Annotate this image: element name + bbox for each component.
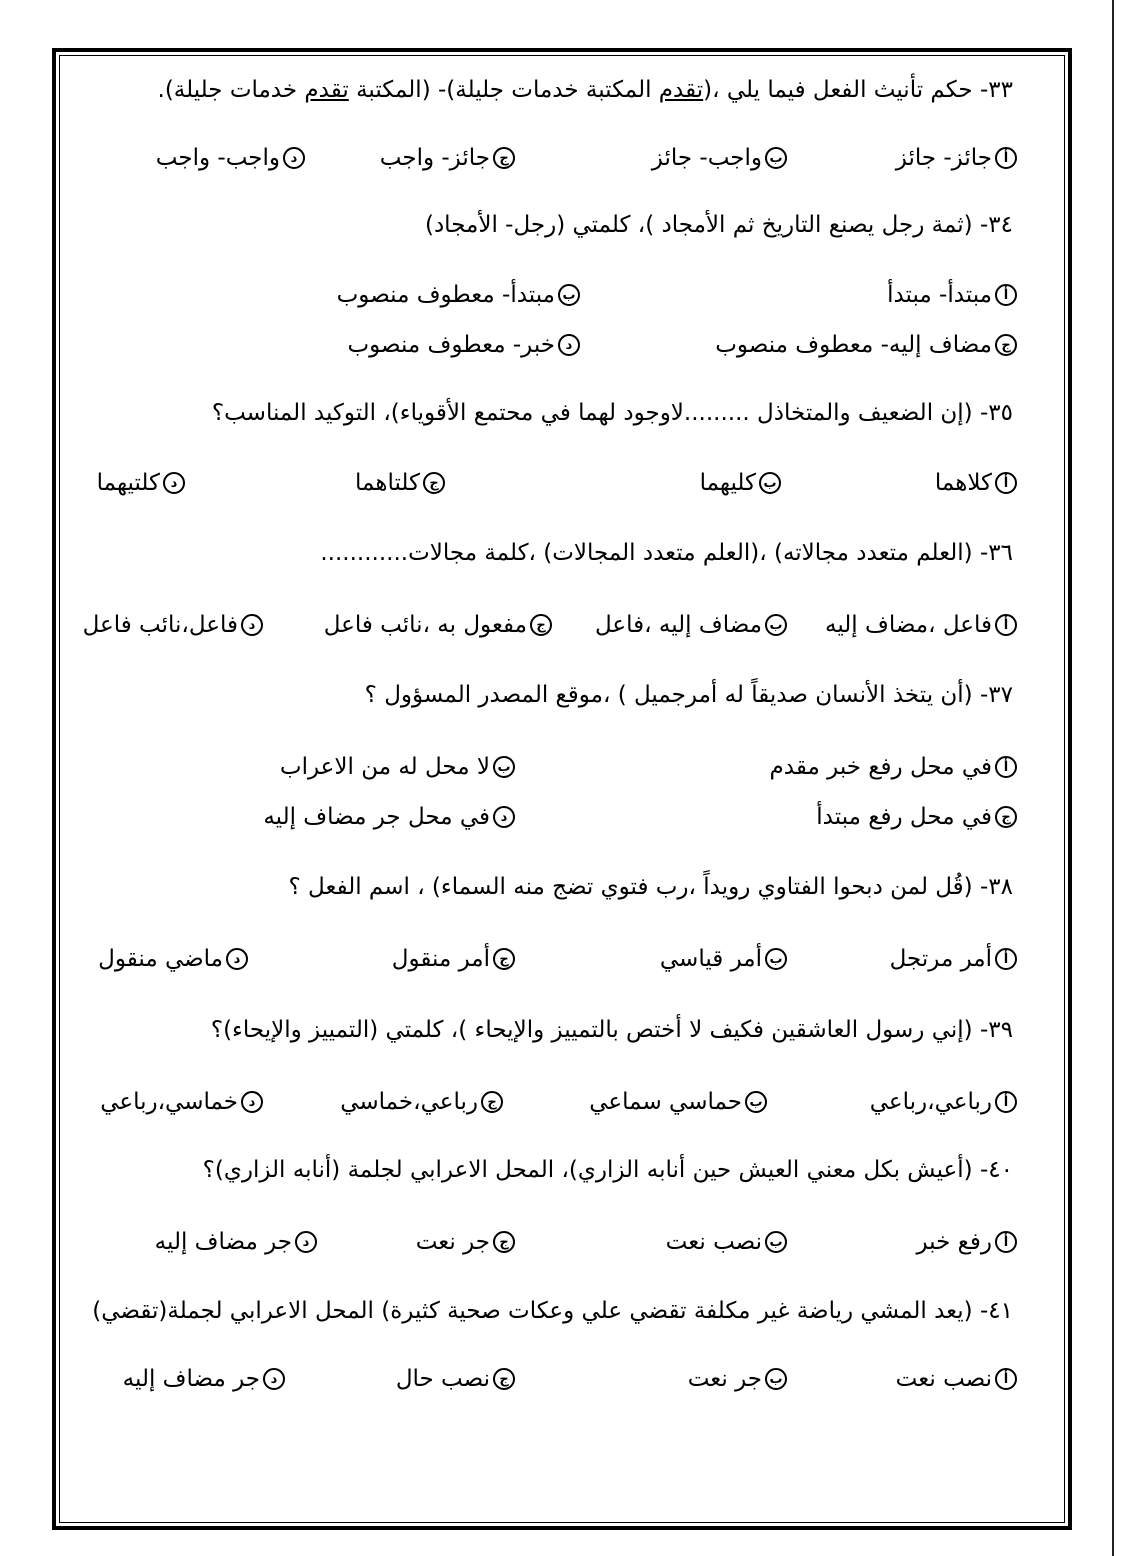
option-key-badge: ب <box>765 147 787 169</box>
option-key-badge: ج <box>995 334 1017 356</box>
option-label: أمر منقول <box>391 946 490 972</box>
question-39 <box>211 1015 1013 1045</box>
option-a[interactable] <box>896 1364 1017 1394</box>
option-key-badge: د <box>283 147 305 169</box>
option-key-badge: أ <box>995 1368 1017 1390</box>
question-number: ٣٧- <box>979 682 1013 708</box>
option-c[interactable] <box>715 330 1017 360</box>
option-d[interactable] <box>98 944 248 974</box>
question-number: ٣٨- <box>979 874 1013 900</box>
option-label: مضاف إليه ،فاعل <box>595 612 762 638</box>
question-text: (إن الضعيف والمتخاذل .........لاوجود لهما في محتمع الأقوياء)، التوكيد المناسب؟ <box>211 400 973 426</box>
option-d[interactable] <box>123 1364 285 1394</box>
option-label: حماسي سماعي <box>589 1089 742 1115</box>
option-a[interactable] <box>825 610 1017 640</box>
option-key-badge: د <box>263 1368 285 1390</box>
option-d[interactable] <box>83 610 263 640</box>
option-key-badge: ج <box>481 1091 503 1113</box>
option-label: فاعل،نائب فاعل <box>82 612 238 638</box>
underlined-verb: تقدم <box>658 77 704 103</box>
option-b[interactable] <box>595 610 787 640</box>
option-key-badge: أ <box>995 1231 1017 1253</box>
question-text-part: حكم تأنيث الفعل فيما يلي ،( <box>703 77 973 103</box>
question-41 <box>92 1296 1013 1326</box>
option-key-badge: أ <box>995 756 1017 778</box>
question-number: ٤١- <box>979 1298 1013 1324</box>
option-label: كلتاهما <box>355 470 420 496</box>
option-key-badge: د <box>295 1231 317 1253</box>
question-number: ٤٠- <box>979 1157 1013 1183</box>
option-key-badge: أ <box>995 614 1017 636</box>
question-37 <box>365 680 1013 710</box>
question-38 <box>289 872 1013 902</box>
option-key-badge: ج <box>995 806 1017 828</box>
option-label: أمر قياسي <box>659 946 762 972</box>
option-label: فاعل ،مضاف إليه <box>825 612 992 638</box>
option-b[interactable] <box>660 944 787 974</box>
option-key-badge: د <box>226 948 248 970</box>
option-c[interactable] <box>355 468 445 498</box>
option-label: في محل جر مضاف إليه <box>263 804 490 830</box>
option-key-badge: ب <box>745 1091 767 1113</box>
option-label: واجب- جائز <box>651 145 762 171</box>
option-b[interactable] <box>652 143 787 173</box>
option-label: مبتدأ- مبتدأ <box>887 282 992 308</box>
option-label: كلتيهما <box>96 470 160 496</box>
option-key-badge: ب <box>765 948 787 970</box>
option-a[interactable] <box>887 280 1017 310</box>
option-b[interactable] <box>700 468 781 498</box>
option-label: نصب نعت <box>895 1366 992 1392</box>
option-b[interactable] <box>589 1087 767 1117</box>
option-a[interactable] <box>896 143 1017 173</box>
option-d[interactable] <box>155 1227 317 1257</box>
option-key-badge: ب <box>765 1368 787 1390</box>
option-key-badge: ج <box>493 1231 515 1253</box>
option-key-badge: ب <box>558 284 580 306</box>
question-number: ٣٩- <box>979 1017 1013 1043</box>
option-label: نصب حال <box>395 1366 490 1392</box>
question-text: (العلم متعدد مجالاته) ،(العلم متعدد المجالات) ،كلمة مجالات............ <box>320 540 973 566</box>
option-key-badge: د <box>241 614 263 636</box>
question-number: ٣٤- <box>979 212 1013 238</box>
option-label: خماسي،رباعي <box>100 1089 238 1115</box>
option-key-badge: ب <box>759 472 781 494</box>
option-label: خبر- معطوف منصوب <box>347 332 555 358</box>
option-label: مضاف إليه- معطوف منصوب <box>715 332 992 358</box>
option-label: مبتدأ- معطوف منصوب <box>336 282 555 308</box>
option-key-badge: د <box>493 806 515 828</box>
option-key-badge: ب <box>765 614 787 636</box>
option-key-badge: أ <box>995 284 1017 306</box>
option-key-badge: أ <box>995 147 1017 169</box>
option-d[interactable] <box>97 468 185 498</box>
option-label: نصب نعت <box>665 1229 762 1255</box>
option-label: ماضي منقول <box>98 946 223 972</box>
option-label: رباعي،رباعي <box>869 1089 992 1115</box>
option-a[interactable] <box>935 468 1017 498</box>
option-b[interactable] <box>337 280 580 310</box>
option-label: في محل رفع مبتدأ <box>816 804 992 830</box>
question-text: (أعيش بكل معني العيش حين أنابه الزاري)، المحل الاعرابي لجلمة (أنابه الزاري)؟ <box>202 1157 973 1183</box>
underlined-verb: تقدم <box>304 77 349 103</box>
option-key-badge: ب <box>765 1231 787 1253</box>
question-number: ٣٦- <box>979 540 1013 566</box>
option-key-badge: ج <box>493 147 515 169</box>
option-key-badge: د <box>163 472 185 494</box>
question-34 <box>425 210 1013 240</box>
option-key-badge: ج <box>423 472 445 494</box>
option-d[interactable] <box>156 143 305 173</box>
option-label: كلاهما <box>934 470 992 496</box>
question-36 <box>320 538 1013 568</box>
page-edge-line <box>1112 0 1114 1556</box>
question-number: ٣٣- <box>979 77 1013 103</box>
option-key-badge: ج <box>493 948 515 970</box>
option-d[interactable] <box>263 802 515 832</box>
option-key-badge: أ <box>995 1091 1017 1113</box>
option-label: جر نعت <box>415 1229 490 1255</box>
option-key-badge: د <box>241 1091 263 1113</box>
question-text: (يعد المشي رياضة غير مكلفة تقضي علي وعكات صحية كثيرة) المحل الاعرابي لجملة(تقضي) <box>92 1298 973 1324</box>
option-b[interactable] <box>688 1364 787 1394</box>
option-key-badge: ج <box>530 614 552 636</box>
option-c[interactable] <box>416 1227 515 1257</box>
option-label: في محل رفع خبر مقدم <box>769 754 992 780</box>
option-a[interactable] <box>770 752 1017 782</box>
option-key-badge: أ <box>995 948 1017 970</box>
option-c[interactable] <box>392 944 515 974</box>
question-40 <box>203 1155 1013 1185</box>
option-label: رفع خبر <box>916 1229 992 1255</box>
option-c[interactable] <box>340 1087 503 1117</box>
option-c[interactable] <box>816 802 1017 832</box>
question-35 <box>212 398 1013 428</box>
option-label: رباعي،خماسي <box>340 1089 478 1115</box>
option-label: كليهما <box>699 470 756 496</box>
option-key-badge: ب <box>493 756 515 778</box>
option-d[interactable] <box>100 1087 263 1117</box>
option-label: جائز- جائز <box>895 145 992 171</box>
option-label: جر نعت <box>687 1366 762 1392</box>
question-text: (أن يتخذ الأنسان صديقاً له أمرجميل ) ،موقع المصدر المسؤول ؟ <box>364 682 973 708</box>
option-d[interactable] <box>347 330 580 360</box>
question-text: (قُل لمن دبحوا الفتاوي رويداً ،رب فتوي تضج منه السماء) ، اسم الفعل ؟ <box>288 874 973 900</box>
option-a[interactable] <box>916 1227 1017 1257</box>
option-label: أمر مرتجل <box>889 946 992 972</box>
option-key-badge: د <box>558 334 580 356</box>
option-c[interactable] <box>324 610 552 640</box>
option-b[interactable] <box>666 1227 787 1257</box>
option-c[interactable] <box>380 143 515 173</box>
option-key-badge: ج <box>493 1368 515 1390</box>
question-number: ٣٥- <box>979 400 1013 426</box>
option-label: جر مضاف إليه <box>122 1366 260 1392</box>
option-label: مفعول به ،نائب فاعل <box>323 612 527 638</box>
option-label: واجب- واجب <box>155 145 280 171</box>
option-a[interactable] <box>870 1087 1017 1117</box>
question-text-part: خدمات جليلة). <box>157 77 305 103</box>
question-text: (إني رسول العاشقين فكيف لا أختص بالتمييز والإيحاء )، كلمتي (التمييز والإيحاء)؟ <box>210 1017 973 1043</box>
question-text-part: المكتبة خدمات جليلة)- (المكتبة <box>348 77 659 103</box>
option-c[interactable] <box>396 1364 515 1394</box>
question-33 <box>158 75 1013 105</box>
option-b[interactable] <box>280 752 515 782</box>
question-text: (ثمة رجل يصنع التاريخ ثم الأمجاد )، كلمتي (رجل- الأمجاد) <box>424 212 973 238</box>
option-label: لا محل له من الاعراب <box>279 754 490 780</box>
option-a[interactable] <box>890 944 1017 974</box>
option-label: جر مضاف إليه <box>154 1229 292 1255</box>
option-label: جائز- واجب <box>379 145 490 171</box>
option-key-badge: أ <box>995 472 1017 494</box>
